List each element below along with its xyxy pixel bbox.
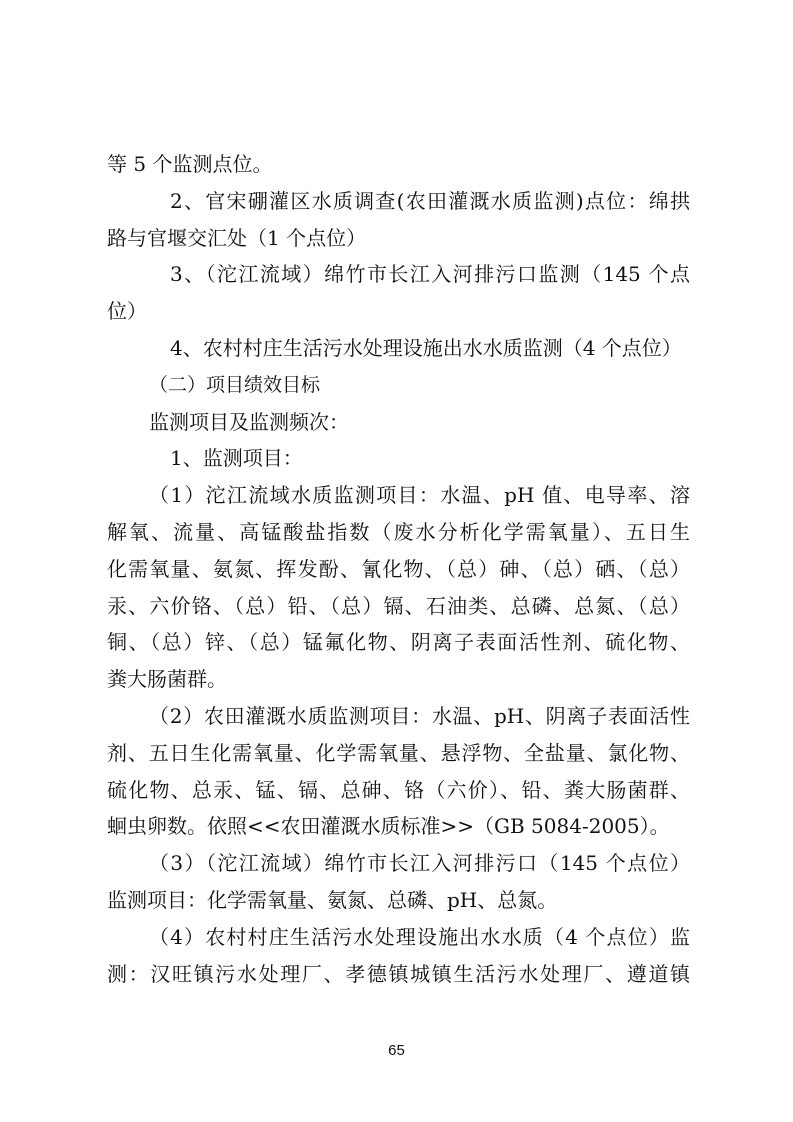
text-line: 化需氧量、氨氮、挥发酚、氰化物、（总）砷、（总）硒、（总）	[107, 556, 690, 581]
text-line: 路与官堰交汇处（1 个点位）	[107, 225, 367, 250]
text-line: 蛔虫卵数。依照<<农田灌溉水质标准>>（GB 5084-2005）。	[107, 814, 670, 839]
text-line: 测：汉旺镇污水处理厂、孝德镇城镇生活污水处理厂、遵道镇	[107, 961, 690, 986]
text-line: （1）沱江流域水质监测项目：水温、pH 值、电导率、溶	[149, 483, 690, 508]
text-line: 等 5 个监测点位。	[107, 152, 273, 176]
text-line: 2、官宋硼灌区水质调查(农田灌溉水质监测)点位：绵拱	[170, 188, 690, 213]
text-line: 1、监测项目：	[170, 446, 303, 471]
page-number: 65	[388, 1042, 405, 1059]
text-line: （4）农村村庄生活污水处理设施出水水质（4 个点位）监	[149, 924, 690, 949]
text-line: 铜、（总）锌、（总）锰氟化物、阴离子表面活性剂、硫化物、	[107, 630, 690, 655]
text-line: 硫化物、总汞、锰、镉、总砷、铬（六价）、铅、粪大肠菌群、	[107, 777, 690, 802]
text-line: 汞、六价铬、（总）铅、（总）镉、石油类、总磷、总氮、（总）	[107, 593, 690, 618]
text-line: （2）农田灌溉水质监测项目：水温、pH、阴离子表面活性	[149, 703, 690, 728]
text-line: 4、农村村庄生活污水处理设施出水水质监测（4 个点位）	[170, 335, 682, 360]
text-line: 粪大肠菌群。	[107, 667, 227, 692]
text-line: 3、（沱江流域）绵竹市长江入河排污口监测（145 个点	[170, 262, 690, 287]
text-line: （3）（沱江流域）绵竹市长江入河排污口（145 个点位）	[149, 851, 690, 876]
text-line: 剂、五日生化需氧量、化学需氧量、悬浮物、全盐量、氯化物、	[107, 740, 690, 765]
text-line: 解氧、流量、高锰酸盐指数（废水分析化学需氧量）、五日生	[107, 519, 690, 544]
body-text	[107, 146, 690, 992]
text-line: 监测项目及监测频次：	[149, 409, 349, 434]
text-line: 监测项目：化学需氧量、氨氮、总磷、pH、总氮。	[107, 887, 558, 912]
text-line: 位）	[107, 299, 147, 324]
section-heading: （二）项目绩效目标	[149, 373, 321, 396]
